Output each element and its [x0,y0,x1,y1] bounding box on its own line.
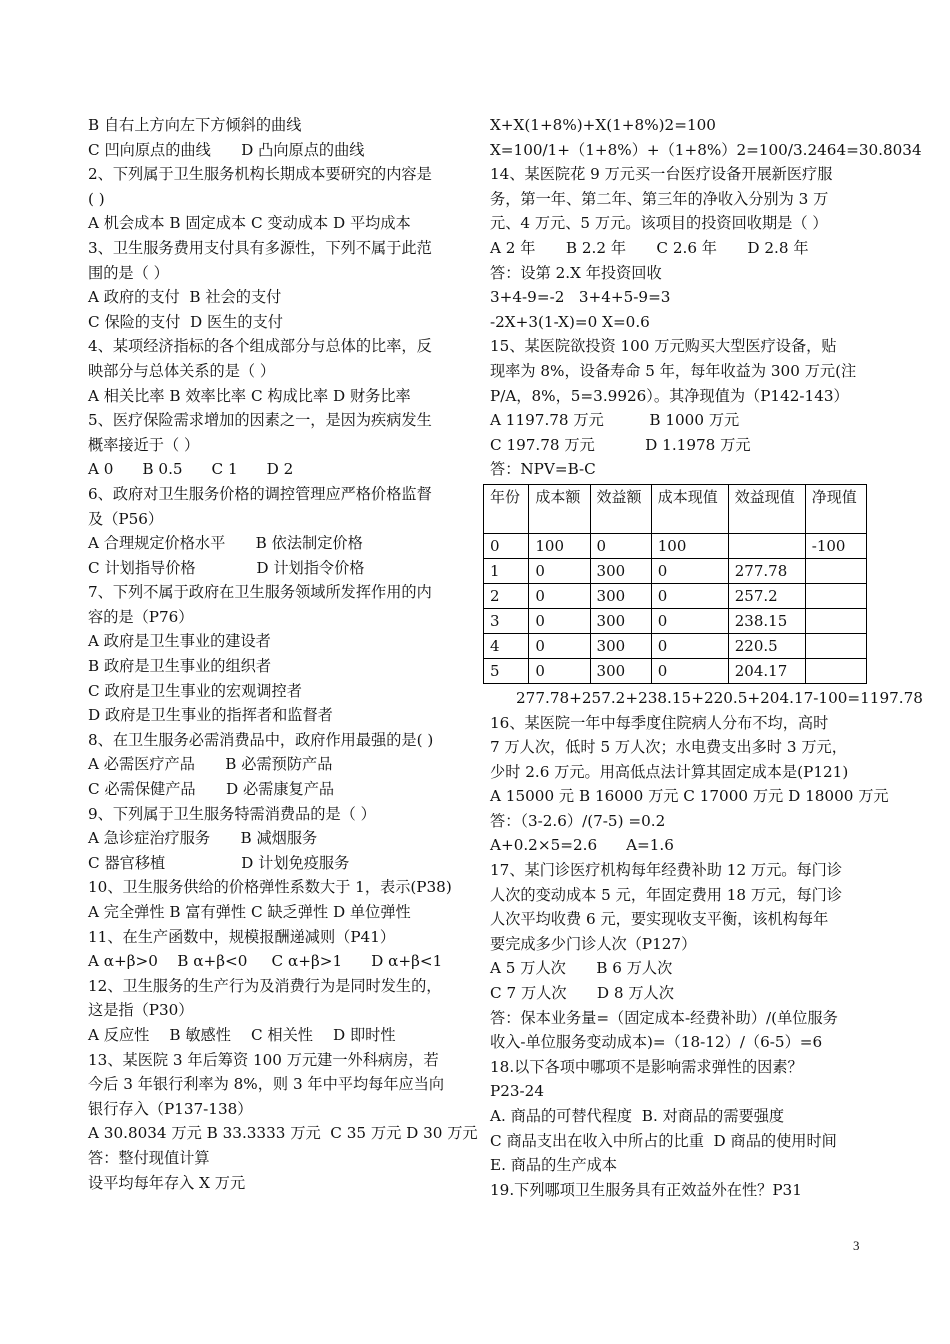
text-line: 收入-单位服务变动成本)=（18-12）/（6-5）=6 [490,1033,823,1052]
table-cell: 277.78 [728,558,805,583]
table-header-row [484,484,867,533]
table-cell: 3 [484,608,529,633]
table-header-cell: 成本现值 [651,484,728,533]
table-cell: 0 [529,658,590,683]
text-line: C 政府是卫生事业的宏观调控者 [88,681,302,700]
text-line: B 自右上方向左下方倾斜的曲线 [88,116,302,134]
text-line: A 机会成本 B 固定成本 C 变动成本 D 平均成本 [88,214,411,233]
table-cell: 238.15 [728,608,805,633]
table-cell [805,583,866,608]
table-row [484,608,867,633]
text-line: A 政府的支付 B 社会的支付 [88,288,282,307]
text-line: 8、在卫生服务必需消费品中，政府作用最强的是( ) [88,730,434,749]
right-column [490,113,923,1202]
text-line: 元、4 万元、5 万元。该项目的投资回收期是（ ） [490,214,828,233]
text-line: 概率接近于（ ） [88,435,200,454]
text-line: 答：保本业务量=（固定成本-经费补助）/(单位服务 [490,1008,838,1027]
table-header-cell: 成本额 [529,484,590,533]
text-line: A 完全弹性 B 富有弹性 C 缺乏弹性 D 单位弹性 [88,903,411,921]
text-line: 银行存入（P137-138） [88,1099,253,1118]
text-line: P23-24 [490,1082,545,1101]
text-line: 9、下列属于卫生服务特需消费品的是（ ） [88,804,376,823]
text-line: 3、卫生服务费用支付具有多源性，下列不属于此范 [88,238,432,257]
table-cell: 1 [484,558,529,583]
text-line: C 器官移植 D 计划免疫服务 [88,853,350,872]
text-line: E. 商品的生产成本 [490,1156,618,1175]
text-line: 人次平均收费 6 元，要实现收支平衡，该机构每年 [490,910,829,929]
text-line: A 5 万人次 B 6 万人次 [490,959,673,978]
table-row [484,558,867,583]
text-line: 3+4-9=-2 3+4+5-9=3 [490,288,671,307]
table-cell [805,658,866,683]
table-cell: -100 [805,533,866,558]
table-cell: 0 [651,658,728,683]
right-column-bottom [490,686,923,1202]
table-header-cell: 净现值 [805,484,866,533]
text-line: 14、某医院花 9 万元买一台医疗设备开展新医疗服 [490,165,833,184]
text-line: A 政府是卫生事业的建设者 [88,632,271,651]
text-line: 13、某医院 3 年后筹资 100 万元建一外科病房，若 [88,1050,439,1069]
text-line: A 反应性 B 敏感性 C 相关性 D 即时性 [88,1025,396,1044]
text-line: 17、某门诊医疗机构每年经费补助 12 万元。每门诊 [490,861,843,880]
text-line: A 相关比率 B 效率比率 C 构成比率 D 财务比率 [88,386,411,405]
npv-table [483,484,867,684]
text-line: 设平均每年存入 X 万元 [88,1173,246,1192]
text-line: 现率为 8%，设备寿命 5 年，每年收益为 300 万元(注 [490,361,857,380]
text-line: ( ) [88,189,105,208]
text-line: 11、在生产函数中，规模报酬递减则（P41） [88,927,396,946]
table-cell: 0 [529,558,590,583]
text-line: 6、政府对卫生服务价格的调控管理应严格价格监督 [88,484,432,503]
page-number: 3 [853,1238,860,1253]
table-cell [805,633,866,658]
table-cell: 0 [651,608,728,633]
text-line: 务，第一年、第二年、第三年的净收入分别为 3 万 [490,189,829,208]
text-line: C 凹向原点的曲线 D 凸向原点的曲线 [88,140,365,159]
table-cell: 0 [651,558,728,583]
table-header-cell: 效益现值 [728,484,805,533]
table-cell: 0 [651,583,728,608]
table-cell: 100 [529,533,590,558]
table-row [484,658,867,683]
text-line: 15、某医院欲投资 100 万元购买大型医疗设备，贴 [490,337,837,356]
text-line: A. 商品的可替代程度 B. 对商品的需要强度 [490,1107,785,1125]
text-line: C 必需保健产品 D 必需康复产品 [88,780,335,799]
text-line: 19.下列哪项卫生服务具有正效益外在性？P31 [490,1180,802,1199]
table-cell [728,533,805,558]
text-line: 答：NPV=B-C [490,460,596,479]
table-cell [805,558,866,583]
text-line: B 政府是卫生事业的组织者 [88,657,272,676]
table-cell: 300 [590,608,651,633]
text-line: C 保险的支付 D 医生的支付 [88,312,283,331]
table-row [484,533,867,558]
text-line: A 30.8034 万元 B 33.3333 万元 C 35 万元 D 30 万元 [88,1124,478,1143]
text-line: 围的是（ ） [88,263,169,282]
table-cell: 204.17 [728,658,805,683]
text-line: A 合理规定价格水平 B 依法制定价格 [88,534,363,553]
text-line: 答：整付现值计算 [88,1148,210,1167]
text-line: D 政府是卫生事业的指挥者和监督者 [88,706,333,725]
table-cell: 300 [590,583,651,608]
table-cell: 300 [590,633,651,658]
text-line: C 计划指导价格 D 计划指令价格 [88,558,365,577]
table-cell [805,608,866,633]
text-line: 7、下列不属于政府在卫生服务领域所发挥作用的内 [88,583,432,602]
text-line: 容的是（P76） [88,607,194,626]
table-cell: 220.5 [728,633,805,658]
table-cell: 257.2 [728,583,805,608]
text-line: C 197.78 万元 D 1.1978 万元 [490,435,751,454]
text-line: 这是指（P30） [88,1001,194,1020]
text-line: A 必需医疗产品 B 必需预防产品 [88,755,333,774]
text-line: 及（P56） [88,509,164,528]
text-line: 277.78+257.2+238.15+220.5+204.17-100=1197.78 [516,688,923,707]
text-line: X=100/1+（1+8%）+（1+8%）2=100/3.2464=30.8034 [490,140,922,159]
text-line: A 15000 元 B 16000 万元 C 17000 万元 D 18000 万元 [490,787,889,806]
text-line: 要完成多少门诊人次（P127） [490,934,697,953]
table-row [484,633,867,658]
text-line: 10、卫生服务供给的价格弹性系数大于 1，表示(P38) [88,878,452,897]
text-line: A 2 年 B 2.2 年 C 2.6 年 D 2.8 年 [490,238,809,257]
table-cell: 2 [484,583,529,608]
text-line: C 商品支出在收入中所占的比重 D 商品的使用时间 [490,1131,837,1150]
table-cell: 0 [529,608,590,633]
text-line: 12、卫生服务的生产行为及消费行为是同时发生的， [88,976,442,995]
text-line: 18.以下各项中哪项不是影响需求弹性的因素？ [490,1057,803,1076]
text-line: A α+β>0 B α+β<0 C α+β>1 D α+β<1 [88,952,443,971]
table-cell: 0 [590,533,651,558]
left-column [88,113,478,1195]
table-cell: 0 [529,633,590,658]
text-line: -2X+3(1-X)=0 X=0.6 [490,312,650,331]
table-row [484,583,867,608]
table-cell: 0 [529,583,590,608]
text-line: A+0.2×5=2.6 A=1.6 [490,836,674,855]
table-cell: 300 [590,558,651,583]
text-line: 答：设第 2.X 年投资回收 [490,263,662,282]
text-line: 7 万人次，低时 5 万人次；水电费支出多时 3 万元， [490,738,847,757]
table-cell: 0 [484,533,529,558]
table-cell: 100 [651,533,728,558]
table-cell: 300 [590,658,651,683]
table-cell: 0 [651,633,728,658]
table-header-cell: 年份 [484,484,529,533]
text-line: 映部分与总体关系的是（ ） [88,361,276,380]
table-cell: 5 [484,658,529,683]
text-line: X+X(1+8%)+X(1+8%)2=100 [490,116,716,134]
text-line: 少时 2.6 万元。用高低点法计算其固定成本是(P121) [490,762,849,781]
text-line: 4、某项经济指标的各个组成部分与总体的比率，反 [88,337,432,356]
text-line: 答：（3-2.6）/(7-5) =0.2 [490,811,666,830]
text-line: A 1197.78 万元 B 1000 万元 [490,411,740,430]
text-line: A 急诊症治疗服务 B 减烟服务 [88,829,318,848]
text-line: 16、某医院一年中每季度住院病人分布不均，高时 [490,713,829,732]
text-line: 2、下列属于卫生服务机构长期成本要研究的内容是 [88,165,432,184]
table-header-cell: 效益额 [590,484,651,533]
text-line: C 7 万人次 D 8 万人次 [490,984,674,1003]
right-column-top [490,113,922,482]
text-line: 5、医疗保险需求增加的因素之一，是因为疾病发生 [88,411,432,430]
text-line: P/A，8%，5=3.9926）。其净现值为（P142-143） [490,386,849,405]
text-line: 人次的变动成本 5 元，年固定费用 18 万元，每门诊 [490,885,843,904]
text-line: A 0 B 0.5 C 1 D 2 [88,460,294,479]
table-cell: 4 [484,633,529,658]
text-line: 今后 3 年银行利率为 8%，则 3 年中平均每年应当向 [88,1075,445,1094]
